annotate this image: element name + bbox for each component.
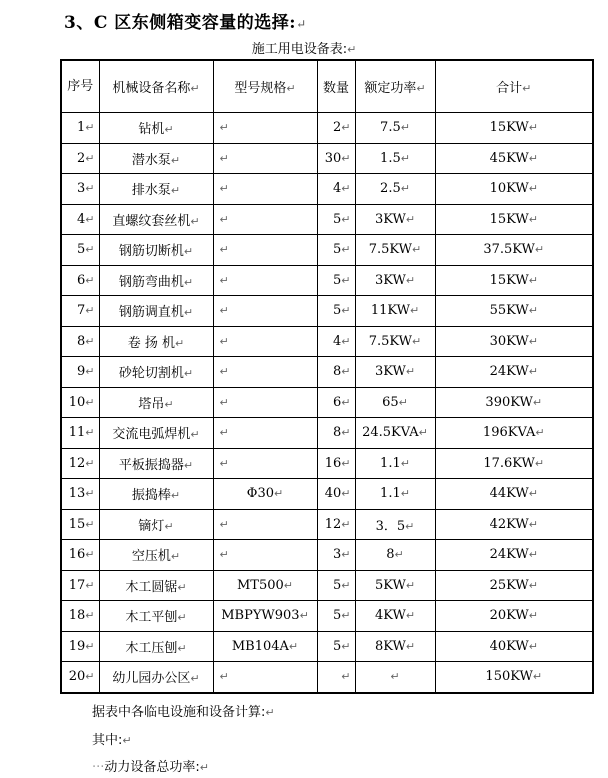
cell-total: 20KW↵ — [435, 601, 593, 632]
cell-power: 24.5KVA↵ — [355, 418, 435, 449]
cell-qty: 5↵ — [317, 204, 355, 235]
cell-seq: 8↵ — [61, 326, 99, 357]
column-header-qty: 数量 — [317, 60, 355, 113]
cell-name: 砂轮切割机↵ — [99, 357, 213, 388]
cell-power: 1.1↵ — [355, 479, 435, 510]
cell-model: ↵ — [213, 540, 317, 571]
cell-total: 30KW↵ — [435, 326, 593, 357]
cell-qty: 5↵ — [317, 570, 355, 601]
cell-name: 镝灯↵ — [99, 509, 213, 540]
cell-power: 65↵ — [355, 387, 435, 418]
cell-power: 8↵ — [355, 540, 435, 571]
cell-power: 11KW↵ — [355, 296, 435, 327]
note-line: 据表中各临电设施和设备计算:↵ — [92, 705, 275, 720]
cell-model: ↵ — [213, 662, 317, 693]
cell-power: 3．5↵ — [355, 509, 435, 540]
cell-model: ↵ — [213, 357, 317, 388]
cell-total: 42KW↵ — [435, 509, 593, 540]
cell-seq: 6↵ — [61, 265, 99, 296]
cell-name: 卷 扬 机↵ — [99, 326, 213, 357]
cell-power: 7.5KW↵ — [355, 235, 435, 266]
cell-name: 空压机↵ — [99, 540, 213, 571]
cell-seq: 13↵ — [61, 479, 99, 510]
table-row — [61, 601, 593, 632]
table-header-row — [61, 60, 593, 113]
cell-seq: 20↵ — [61, 662, 99, 693]
cell-name: 木工圆锯↵ — [99, 570, 213, 601]
equipment-table — [60, 59, 594, 694]
cell-power: 1.1↵ — [355, 448, 435, 479]
cell-qty: 4↵ — [317, 326, 355, 357]
table-row — [61, 479, 593, 510]
cell-power: 3KW↵ — [355, 357, 435, 388]
column-header-name: 机械设备名称↵ — [99, 60, 213, 113]
cell-model: ↵ — [213, 387, 317, 418]
cell-qty: 5↵ — [317, 601, 355, 632]
cell-name: 钢筋调直机↵ — [99, 296, 213, 327]
cell-power: 5KW↵ — [355, 570, 435, 601]
cell-model: ↵ — [213, 326, 317, 357]
cell-seq: 17↵ — [61, 570, 99, 601]
cell-qty: 4↵ — [317, 174, 355, 205]
cell-seq: 7↵ — [61, 296, 99, 327]
cell-model: Φ30↵ — [213, 479, 317, 510]
cell-seq: 5↵ — [61, 235, 99, 266]
cell-model: ↵ — [213, 204, 317, 235]
cell-seq: 1↵ — [61, 113, 99, 144]
table-row — [61, 235, 593, 266]
column-header-seq: 序号 — [61, 60, 99, 113]
cell-total: 150KW↵ — [435, 662, 593, 693]
cell-power: 7.5KW↵ — [355, 326, 435, 357]
cell-total: 390KW↵ — [435, 387, 593, 418]
cell-qty: 5↵ — [317, 296, 355, 327]
table-row — [61, 296, 593, 327]
cell-qty: 8↵ — [317, 418, 355, 449]
cell-total: 24KW↵ — [435, 540, 593, 571]
cell-qty: ↵ — [317, 662, 355, 693]
table-row — [61, 448, 593, 479]
cell-model: ↵ — [213, 113, 317, 144]
table-row — [61, 631, 593, 662]
table-row — [61, 204, 593, 235]
cell-seq: 3↵ — [61, 174, 99, 205]
table-row — [61, 113, 593, 144]
table-row — [61, 174, 593, 205]
cell-name: 平板振捣器↵ — [99, 448, 213, 479]
table-caption: 施工用电设备表:↵ — [251, 42, 357, 57]
cell-total: 17.6KW↵ — [435, 448, 593, 479]
cell-total: 15KW↵ — [435, 265, 593, 296]
cell-total: 15KW↵ — [435, 113, 593, 144]
cell-total: 45KW↵ — [435, 143, 593, 174]
cell-qty: 5↵ — [317, 631, 355, 662]
cell-name: 直螺纹套丝机↵ — [99, 204, 213, 235]
cell-model: ↵ — [213, 296, 317, 327]
table-row — [61, 357, 593, 388]
cell-name: 木工压刨↵ — [99, 631, 213, 662]
cell-total: 15KW↵ — [435, 204, 593, 235]
column-header-total: 合计↵ — [435, 60, 593, 113]
cell-model: MB104A↵ — [213, 631, 317, 662]
cell-total: 40KW↵ — [435, 631, 593, 662]
cell-qty: 3↵ — [317, 540, 355, 571]
cell-model: ↵ — [213, 448, 317, 479]
cell-name: 塔吊↵ — [99, 387, 213, 418]
cell-model: ↵ — [213, 174, 317, 205]
cell-qty: 2↵ — [317, 113, 355, 144]
cell-seq: 11↵ — [61, 418, 99, 449]
cell-seq: 16↵ — [61, 540, 99, 571]
cell-model: ↵ — [213, 235, 317, 266]
cell-qty: 16↵ — [317, 448, 355, 479]
paragraph-mark-icon: ↵ — [347, 43, 357, 56]
cell-name: 潜水泵↵ — [99, 143, 213, 174]
cell-power: 8KW↵ — [355, 631, 435, 662]
cell-power: 7.5↵ — [355, 113, 435, 144]
cell-qty: 30↵ — [317, 143, 355, 174]
cell-qty: 8↵ — [317, 357, 355, 388]
cell-qty: 5↵ — [317, 235, 355, 266]
table-row — [61, 418, 593, 449]
cell-qty: 40↵ — [317, 479, 355, 510]
cell-qty: 5↵ — [317, 265, 355, 296]
cell-qty: 12↵ — [317, 509, 355, 540]
cell-name: 排水泵↵ — [99, 174, 213, 205]
cell-total: 10KW↵ — [435, 174, 593, 205]
cell-seq: 19↵ — [61, 631, 99, 662]
column-header-model: 型号规格↵ — [213, 60, 317, 113]
cell-seq: 2↵ — [61, 143, 99, 174]
cell-name: 钢筋弯曲机↵ — [99, 265, 213, 296]
cell-total: 44KW↵ — [435, 479, 593, 510]
cell-total: 55KW↵ — [435, 296, 593, 327]
cell-model: ↵ — [213, 143, 317, 174]
cell-power: 2.5↵ — [355, 174, 435, 205]
note-line: ···动力设备总功率:↵ — [92, 760, 210, 775]
cell-total: 24KW↵ — [435, 357, 593, 388]
cell-name: 交流电弧焊机↵ — [99, 418, 213, 449]
cell-model: ↵ — [213, 509, 317, 540]
cell-model: MT500↵ — [213, 570, 317, 601]
cell-seq: 9↵ — [61, 357, 99, 388]
cell-name: 木工平刨↵ — [99, 601, 213, 632]
section-heading: 3、C 区东侧箱变容量的选择:↵ — [64, 13, 307, 33]
table-row — [61, 265, 593, 296]
cell-seq: 4↵ — [61, 204, 99, 235]
cell-model: ↵ — [213, 418, 317, 449]
table-row — [61, 540, 593, 571]
cell-power: 4KW↵ — [355, 601, 435, 632]
paragraph-mark-icon: ↵ — [296, 17, 307, 31]
column-header-power: 额定功率↵ — [355, 60, 435, 113]
cell-power: 3KW↵ — [355, 265, 435, 296]
cell-model: MBPYW903↵ — [213, 601, 317, 632]
cell-name: 幼儿园办公区↵ — [99, 662, 213, 693]
cell-power: 3KW↵ — [355, 204, 435, 235]
cell-total: 196KVA↵ — [435, 418, 593, 449]
cell-seq: 18↵ — [61, 601, 99, 632]
cell-power: 1.5↵ — [355, 143, 435, 174]
cell-name: 钻机↵ — [99, 113, 213, 144]
note-line: 其中:↵ — [92, 733, 132, 748]
cell-model: ↵ — [213, 265, 317, 296]
cell-total: 37.5KW↵ — [435, 235, 593, 266]
table-row — [61, 387, 593, 418]
cell-power: ↵ — [355, 662, 435, 693]
cell-seq: 12↵ — [61, 448, 99, 479]
cell-qty: 6↵ — [317, 387, 355, 418]
table-row — [61, 570, 593, 601]
table-row — [61, 143, 593, 174]
cell-seq: 10↵ — [61, 387, 99, 418]
cell-total: 25KW↵ — [435, 570, 593, 601]
cell-name: 钢筋切断机↵ — [99, 235, 213, 266]
cell-seq: 15↵ — [61, 509, 99, 540]
cell-name: 振捣棒↵ — [99, 479, 213, 510]
table-row — [61, 509, 593, 540]
table-row — [61, 326, 593, 357]
table-row — [61, 662, 593, 693]
